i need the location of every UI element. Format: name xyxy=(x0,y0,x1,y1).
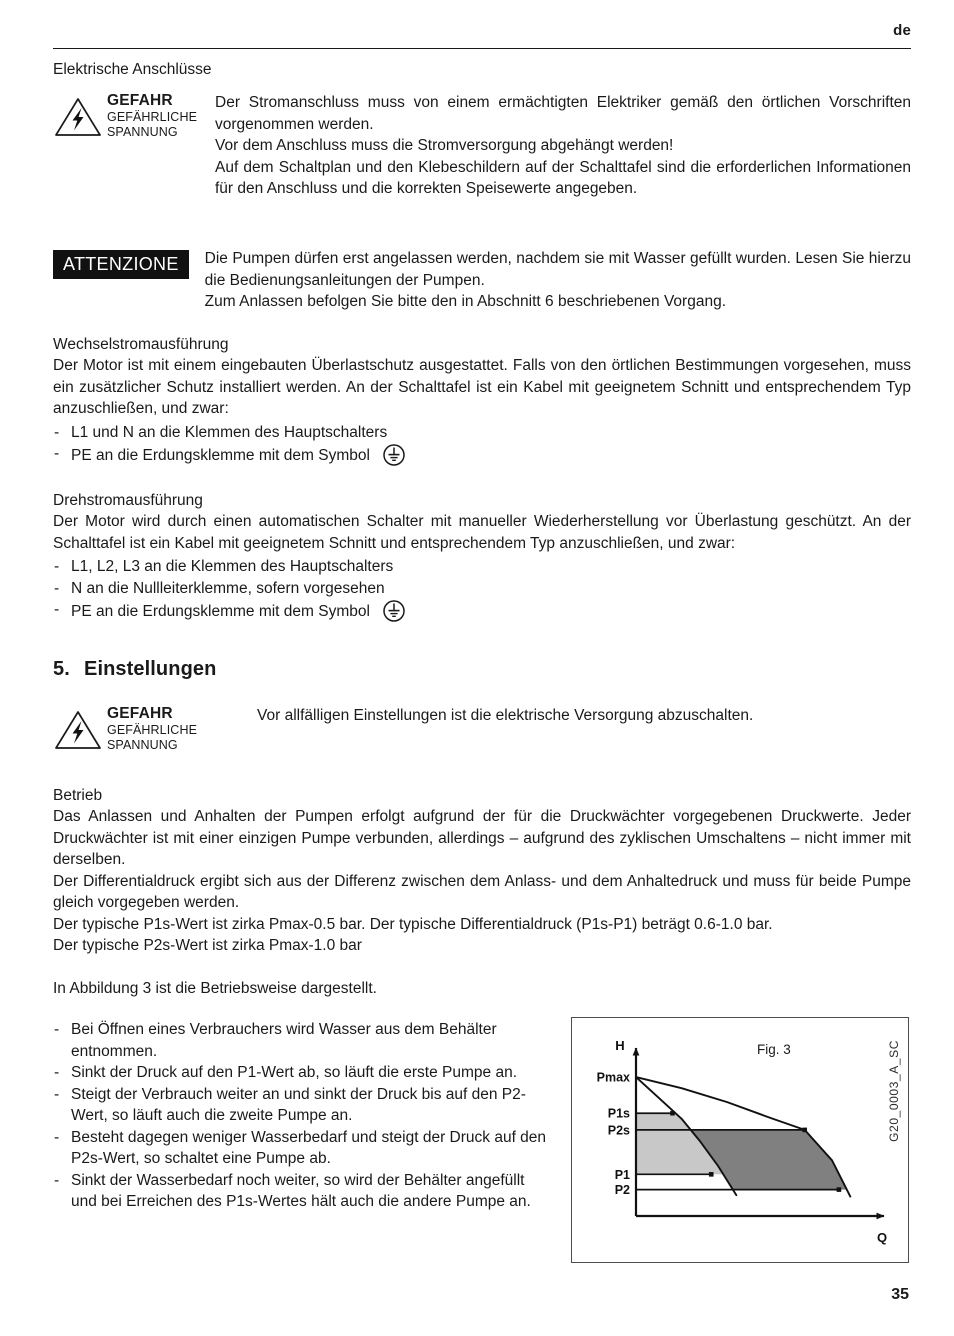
list-item-label: PE an die Erdungsklemme mit dem Symbol xyxy=(71,447,370,464)
figure-caption: Fig. 3 xyxy=(757,1042,791,1057)
operation-paragraph: Der typische P1s-Wert ist zirka Pmax-0.5 bar. Der typische Differentialdruck (P1s-P1) beträgt 0.6-1.0 bar. xyxy=(53,915,773,933)
danger-subtitle-line2: SPANNUNG xyxy=(107,124,178,139)
attention-paragraph: Die Pumpen dürfen erst angelassen werden, nachdem sie mit Wasser gefüllt wurden. Lesen Sie hierzu die Bedienungsanleitungen der Pumpen. xyxy=(204,250,911,289)
list-item xyxy=(53,1127,553,1170)
list-item xyxy=(53,599,911,630)
list-item xyxy=(53,1170,553,1213)
figure-drawing-code: G20_0003_A_SC xyxy=(887,1040,901,1142)
svg-text:H: H xyxy=(615,1038,625,1053)
protective-earth-icon xyxy=(382,443,406,474)
ac-version-list xyxy=(53,422,911,474)
danger-paragraph: Vor allfälligen Einstellungen ist die elektrische Versorgung abzuschalten. xyxy=(257,707,754,724)
pressure-flow-chart xyxy=(572,1018,908,1262)
list-dash: - xyxy=(54,601,60,618)
list-dash: - xyxy=(54,579,60,597)
list-dash: - xyxy=(54,1128,60,1146)
danger-label-group xyxy=(107,705,215,752)
list-item xyxy=(53,556,911,578)
operation-paragraph: Der typische P2s-Wert ist zirka Pmax-1.0 bar xyxy=(53,937,362,954)
list-item-label: N an die Nullleiterklemme, sofern vorgesehen xyxy=(71,579,385,597)
page-number: 35 xyxy=(891,1286,909,1303)
attention-notice xyxy=(53,248,911,313)
high-voltage-warning-icon xyxy=(53,705,107,756)
three-phase-version-paragraph: Der Motor wird durch einen automatischen Schalter mit manueller Wiederherstellung vor Überlastung geschützt. An der Schalttafel ist ein Kabel mit geeignetem Schnitt und entsprechendem Typ anzuschließen, und zwar: xyxy=(53,513,911,552)
list-dash: - xyxy=(54,558,60,575)
danger-body-text xyxy=(215,92,911,200)
danger-notice-electrical xyxy=(53,92,911,200)
list-item-label: Sinkt der Druck auf den P1-Wert ab, so läuft die erste Pumpe an. xyxy=(71,1064,517,1081)
operation-section xyxy=(53,785,911,957)
heading-three-phase-version: Drehstromausführung xyxy=(53,492,203,509)
svg-text:Q: Q xyxy=(876,1230,888,1245)
three-phase-version-list xyxy=(53,556,911,630)
list-item xyxy=(53,443,911,474)
list-item xyxy=(53,1019,553,1062)
list-item-label: Sinkt der Wasserbedarf noch weiter, so wird der Behälter angefüllt und bei Erreichen des P1s-Wertes hält auch die andere Pumpe an. xyxy=(71,1171,531,1210)
danger-paragraph: Der Stromanschluss muss von einem ermächtigten Elektriker gemäß den örtlichen Vorschriften vorgenommen werden. xyxy=(215,94,911,133)
list-dash: - xyxy=(54,445,60,462)
chapter-heading-settings xyxy=(53,658,216,681)
heading-electrical-connections: Elektrische Anschlüsse xyxy=(53,61,212,78)
danger-label-group xyxy=(107,92,215,139)
list-item-label: PE an die Erdungsklemme mit dem Symbol xyxy=(71,603,370,620)
list-item-label: Bei Öffnen eines Verbrauchers wird Wasser aus dem Behälter entnommen. xyxy=(71,1021,497,1060)
chapter-number: 5. xyxy=(53,658,70,680)
danger-subtitle-line2: SPANNUNG xyxy=(107,737,178,752)
operation-sequence-list xyxy=(53,1019,553,1213)
chapter-title: Einstellungen xyxy=(84,658,217,680)
danger-subtitle-line1: GEFÄHRLICHE xyxy=(107,723,198,737)
danger-notice-settings xyxy=(53,705,911,756)
svg-text:P1s: P1s xyxy=(607,1106,630,1121)
danger-paragraph: Vor dem Anschluss muss die Stromversorgung abgehängt werden! xyxy=(215,137,674,154)
danger-paragraph: Auf dem Schaltplan und den Klebeschildern auf der Schalttafel sind die erforderlichen Informationen für den Anschluss und die korrekten Speisewerte angegeben. xyxy=(215,158,911,197)
figure-reference-text: In Abbildung 3 ist die Betriebsweise dargestellt. xyxy=(53,980,377,997)
figure-3-container xyxy=(571,1017,909,1263)
list-item xyxy=(53,1062,553,1084)
svg-text:Pmax: Pmax xyxy=(596,1070,630,1085)
protective-earth-icon xyxy=(382,599,406,630)
svg-text:P2s: P2s xyxy=(607,1123,630,1138)
attention-paragraph: Zum Anlassen befolgen Sie bitte den in Abschnitt 6 beschriebenen Vorgang. xyxy=(204,293,727,310)
attention-badge: ATTENZIONE xyxy=(53,250,189,279)
svg-text:P2: P2 xyxy=(614,1183,630,1198)
list-item xyxy=(53,1084,553,1127)
list-item-label: L1, L2, L3 an die Klemmen des Hauptschalters xyxy=(71,558,394,575)
danger-subtitle-line1: GEFÄHRLICHE xyxy=(107,110,198,124)
list-dash: - xyxy=(54,423,60,441)
list-dash: - xyxy=(54,1064,60,1081)
list-item xyxy=(53,422,911,444)
list-dash: - xyxy=(54,1085,60,1103)
list-item-label: Steigt der Verbrauch weiter an und sinkt der Druck bis auf den P2-Wert, so läuft auch die zweite Pumpe an. xyxy=(71,1085,526,1124)
language-indicator: de xyxy=(893,22,911,39)
header-divider xyxy=(53,48,911,49)
heading-operation: Betrieb xyxy=(53,787,103,804)
three-phase-version-section xyxy=(53,490,911,630)
danger-body-text xyxy=(215,705,911,727)
operation-paragraph: Das Anlassen und Anhalten der Pumpen erfolgt aufgrund der für die Druckwächter vorgegebenen Druckwerte. Jeder Druckwächter ist mit einer einzigen Pumpe verbunden, allerdings – aufgrund des zyklischen Umschaltens – nicht immer mit derselben. xyxy=(53,808,911,868)
list-item-label: L1 und N an die Klemmen des Hauptschalters xyxy=(71,423,388,441)
ac-version-paragraph: Der Motor ist mit einem eingebauten Überlastschutz ausgestattet. Falls von den örtlichen Bestimmungen vorgesehen, muss ein zusätzlicher Schutz installiert werden. An der Schalttafel ist ein Kabel mit geeignetem Schnitt und entsprechendem Typ anzuschließen, und zwar: xyxy=(53,357,911,417)
list-item xyxy=(53,578,911,600)
list-item-label: Besteht dagegen weniger Wasserbedarf und steigt der Druck auf den P2s-Wert, so schaltet eine Pumpe ab. xyxy=(71,1128,547,1167)
ac-version-section xyxy=(53,334,911,474)
operation-paragraph: Der Differentialdruck ergibt sich aus der Differenz zwischen dem Anlass- und dem Anhaltedruck und muss für beide Pumpe gleich vorgegeben werden. xyxy=(53,872,911,911)
svg-text:P1: P1 xyxy=(614,1167,630,1182)
page-header xyxy=(53,22,911,52)
heading-ac-version: Wechselstromausführung xyxy=(53,336,229,353)
high-voltage-warning-icon xyxy=(53,92,107,143)
list-dash: - xyxy=(54,1021,60,1038)
danger-title: GEFAHR xyxy=(107,705,173,722)
attention-body-text xyxy=(205,248,911,313)
list-dash: - xyxy=(54,1171,60,1189)
danger-title: GEFAHR xyxy=(107,92,173,109)
